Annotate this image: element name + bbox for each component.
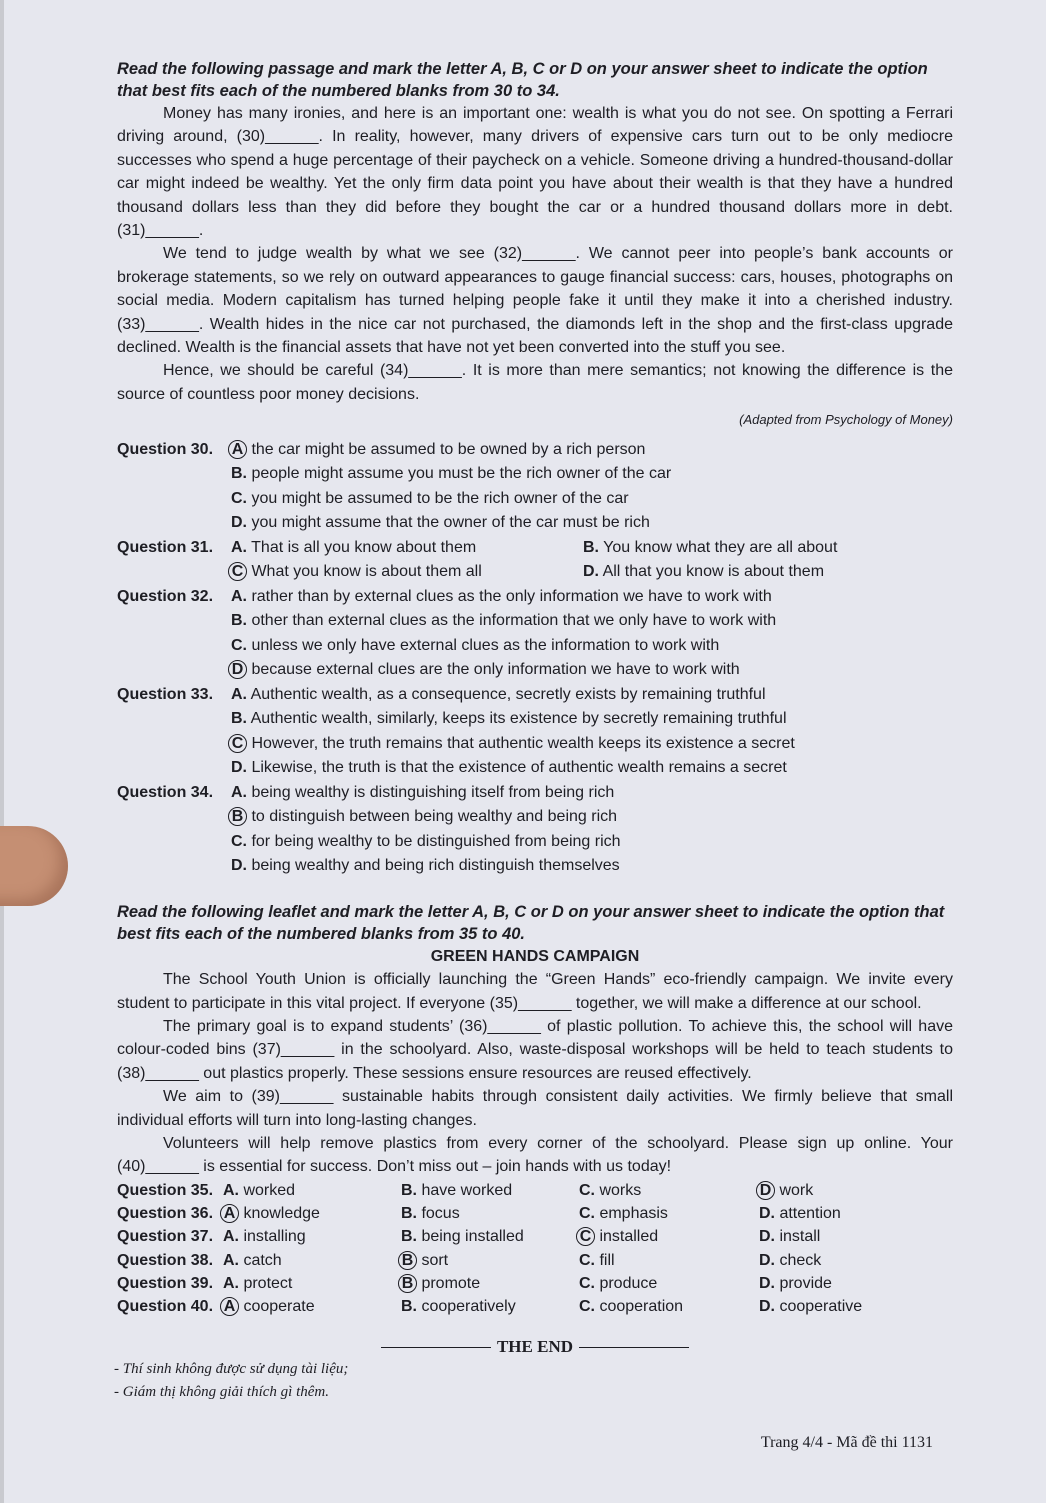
- question-row: [117, 511, 953, 536]
- option-letter: C.: [579, 1274, 595, 1292]
- answer-option: B. Authentic wealth, similarly, keeps its existence by secretly remaining truthful: [231, 710, 787, 728]
- question-row: [117, 609, 953, 634]
- question-row: [117, 585, 953, 610]
- option-letter: [231, 808, 247, 825]
- option-letter: B.: [401, 1298, 417, 1316]
- question-row: [117, 1249, 953, 1272]
- circled-letter: C: [228, 562, 247, 581]
- leaflet-paragraph: The primary goal is to expand students’ (36)______ of plastic pollution. To achieve this, the school will have colour-coded bins (37)______ in the schoolyard. Also, waste-disposal workshops will be held to teach students to (38)______ out plastics properly. These sessions ensure resources are reused effectively.: [117, 1017, 953, 1082]
- option-letter: [759, 1182, 775, 1199]
- circled-letter: C: [228, 734, 247, 753]
- divider: [579, 1347, 689, 1348]
- option-letter: [223, 1298, 239, 1315]
- answer-option: B promote: [401, 1272, 480, 1295]
- answer-option: C. you might be assumed to be the rich owner of the car: [231, 489, 629, 507]
- option-letter: [401, 1252, 417, 1269]
- option-letter: [231, 441, 247, 458]
- option-letter: D.: [759, 1251, 775, 1269]
- option-letter: D.: [231, 514, 247, 532]
- option-letter: [231, 563, 247, 580]
- option-letter: [231, 735, 247, 752]
- circled-letter: A: [220, 1297, 239, 1316]
- question-row: [117, 683, 953, 708]
- circled-letter: D: [228, 660, 247, 679]
- circled-letter: D: [756, 1181, 775, 1200]
- option-letter: B.: [401, 1181, 417, 1199]
- option-letter: B.: [401, 1205, 417, 1223]
- question-number: Question 39.: [117, 1274, 214, 1292]
- question-number: Question 34.: [117, 783, 214, 801]
- answer-option: D. attention: [759, 1205, 841, 1223]
- option-letter: C.: [231, 489, 247, 507]
- thumb-photo: [0, 826, 68, 906]
- answer-option: B sort: [401, 1249, 448, 1272]
- question-number: Question 37.: [117, 1228, 214, 1246]
- answer-option: B. other than external clues as the information that we only have to work with: [231, 612, 777, 630]
- option-letter: D.: [759, 1298, 775, 1316]
- option-letter: B.: [231, 465, 247, 483]
- circled-letter: C: [576, 1227, 595, 1246]
- section1-questions: [117, 438, 953, 879]
- answer-option: A. protect: [223, 1274, 293, 1292]
- passage-source: (Adapted from Psychology of Money): [739, 412, 953, 428]
- option-letter: B.: [583, 538, 599, 556]
- question-row: [117, 536, 953, 561]
- answer-option: C. emphasis: [579, 1205, 668, 1223]
- option-letter: B.: [231, 710, 247, 728]
- answer-option: C. fill: [579, 1251, 615, 1269]
- exam-page: [4, 0, 1046, 1503]
- question-number: Question 36.: [117, 1205, 214, 1223]
- answer-option: C What you know is about them all: [231, 560, 482, 583]
- answer-option: A. being wealthy is distinguishing itself from being rich: [231, 783, 615, 801]
- answer-option: C. cooperation: [579, 1298, 684, 1316]
- question-row: [117, 756, 953, 781]
- answer-option: A. catch: [223, 1251, 282, 1269]
- circled-letter: B: [398, 1251, 417, 1270]
- question-number: Question 33.: [117, 685, 214, 703]
- option-letter: D.: [759, 1205, 775, 1223]
- answer-option: B. have worked: [401, 1181, 513, 1199]
- answer-option: B. cooperatively: [401, 1298, 516, 1316]
- answer-option: B. being installed: [401, 1228, 524, 1246]
- question-number: Question 31.: [117, 538, 214, 556]
- option-letter: A.: [231, 783, 247, 801]
- answer-option: D. All that you know is about them: [583, 563, 825, 581]
- question-number: Question 30.: [117, 440, 214, 458]
- answer-option: C. produce: [579, 1274, 658, 1292]
- answer-option: C. for being wealthy to be distinguished from being rich: [231, 832, 621, 850]
- option-letter: C.: [579, 1205, 595, 1223]
- option-letter: [231, 661, 247, 678]
- question-row: [117, 634, 953, 659]
- passage-paragraph: Hence, we should be careful (34)______. It is more than mere semantics; not knowing the difference is the source of countless poor money decisions.: [117, 362, 953, 403]
- option-letter: C.: [231, 636, 247, 654]
- option-letter: A.: [223, 1228, 239, 1246]
- question-row: [117, 462, 953, 487]
- option-letter: C.: [579, 1298, 595, 1316]
- answer-option: B. focus: [401, 1205, 460, 1223]
- section2-instruction: Read the following leaflet and mark the letter A, B, C or D on your answer sheet to indicate the option that best fits each of the numbered blanks from 35 to 40.: [117, 902, 945, 943]
- question-number: Question 40.: [117, 1298, 214, 1316]
- question-row: [117, 1179, 953, 1202]
- section1-instruction: Read the following passage and mark the letter A, B, C or D on your answer sheet to indicate the option that best fits each of the numbered blanks from 30 to 34.: [117, 60, 928, 100]
- question-row: [117, 1225, 953, 1248]
- answer-option: D. install: [759, 1228, 821, 1246]
- question-row: [117, 707, 953, 732]
- question-row: [117, 560, 953, 585]
- answer-option: B. You know what they are all about: [583, 538, 838, 556]
- passage-paragraph: We tend to judge wealth by what we see (32)______. We cannot peer into people’s bank accounts or brokerage statements, so we rely on outward appearances to gauge financial success: cars, houses, photographs on social media. Modern capitalism has turned helping people fake it until they make it into a cherished industry. (33)______. Wealth hides in the nice car not purchased, the diamonds left in the shop and the first-class upgrade declined. Wealth is the financial assets that have not yet been converted into the stuff you see.: [117, 245, 953, 357]
- answer-option: A cooperate: [223, 1295, 315, 1318]
- option-letter: [223, 1205, 239, 1222]
- answer-option: D because external clues are the only information we have to work with: [231, 658, 740, 681]
- leaflet-paragraph: The School Youth Union is officially launching the “Green Hands” eco-friendly campaign. We invite every student to participate in this vital project. If everyone (35)______ together, we will make a difference at our school.: [117, 971, 953, 1012]
- answer-option: D work: [759, 1179, 813, 1202]
- divider: [381, 1347, 491, 1348]
- question-row: [117, 1202, 953, 1225]
- question-number: Question 32.: [117, 587, 214, 605]
- option-letter: D.: [583, 563, 599, 581]
- question-row: [117, 1272, 953, 1295]
- option-letter: A.: [223, 1274, 239, 1292]
- the-end-label: THE END: [496, 1336, 574, 1356]
- option-letter: D.: [231, 857, 247, 875]
- option-letter: A.: [231, 685, 247, 703]
- circled-letter: A: [220, 1204, 239, 1223]
- leaflet-paragraph: We aim to (39)______ sustainable habits through consistent daily activities. We firmly believe that small individual efforts will turn into long-lasting changes.: [117, 1088, 953, 1129]
- question-number: Question 38.: [117, 1251, 214, 1269]
- option-letter: D.: [231, 759, 247, 777]
- question-row: [117, 438, 953, 463]
- answer-option: A knowledge: [223, 1202, 320, 1225]
- page-content: [114, 58, 953, 1404]
- option-letter: C.: [579, 1181, 595, 1199]
- answer-option: D. provide: [759, 1274, 832, 1292]
- option-letter: A.: [231, 538, 247, 556]
- answer-option: C. works: [579, 1181, 642, 1199]
- question-row: [117, 805, 953, 830]
- answer-option: A. That is all you know about them: [231, 538, 477, 556]
- answer-option: C installed: [579, 1225, 658, 1248]
- option-letter: C.: [579, 1251, 595, 1269]
- question-row: [117, 781, 953, 806]
- circled-letter: B: [228, 807, 247, 826]
- option-letter: C.: [231, 832, 247, 850]
- answer-option: D. being wealthy and being rich distinguish themselves: [231, 857, 620, 875]
- question-row: [117, 830, 953, 855]
- option-letter: D.: [759, 1274, 775, 1292]
- question-row: [117, 487, 953, 512]
- circled-letter: B: [398, 1274, 417, 1293]
- answer-option: C. unless we only have external clues as the information to work with: [231, 636, 720, 654]
- page-number: Trang 4/4 - Mã đề thi 1131: [760, 1434, 933, 1451]
- question-number: Question 35.: [117, 1181, 214, 1199]
- question-row: [117, 658, 953, 683]
- answer-option: D. cooperative: [759, 1298, 863, 1316]
- answer-option: B to distinguish between being wealthy and being rich: [231, 805, 617, 828]
- answer-option: A. installing: [223, 1228, 306, 1246]
- circled-letter: A: [228, 440, 247, 459]
- answer-option: A. worked: [223, 1181, 296, 1199]
- option-letter: A.: [223, 1181, 239, 1199]
- answer-option: A. Authentic wealth, as a consequence, secretly exists by remaining truthful: [231, 685, 766, 703]
- answer-option: B. people might assume you must be the rich owner of the car: [231, 465, 672, 483]
- answer-option: D. Likewise, the truth is that the existence of authentic wealth remains a secret: [231, 759, 787, 777]
- footnote: - Thí sinh không được sử dụng tài liệu;: [114, 1360, 349, 1377]
- option-letter: D.: [759, 1228, 775, 1246]
- question-row: [117, 854, 953, 879]
- the-end: [117, 1335, 953, 1358]
- answer-option: C However, the truth remains that authentic wealth keeps its existence a secret: [231, 732, 795, 755]
- section2-questions: [117, 1179, 953, 1319]
- answer-option: A the car might be assumed to be owned by a rich person: [231, 438, 645, 461]
- option-letter: [401, 1275, 417, 1292]
- question-row: [117, 732, 953, 757]
- option-letter: B.: [231, 612, 247, 630]
- passage-paragraph: Money has many ironies, and here is an important one: wealth is what you do not see. On spotting a Ferrari driving around, (30)______. In reality, however, many drivers of expensive cars turn out to be only mediocre successes who spend a huge percentage of their paycheck on a vehicle. Someone driving a hundred-thousand-dollar car might indeed be wealthy. Yet the only firm data point you have about their wealth is that they have a hundred thousand dollars less than they did before they bought the car or a hundred thousand dollars more in debt. (31)______.: [117, 105, 953, 240]
- leaflet-paragraph: Volunteers will help remove plastics from every corner of the schoolyard. Please sign up online. Your (40)______ is essential for success. Don’t miss out – join hands with us today!: [117, 1134, 953, 1176]
- footnote: - Giám thị không giải thích gì thêm.: [114, 1383, 329, 1400]
- answer-option: D. you might assume that the owner of the car must be rich: [231, 514, 650, 532]
- option-letter: B.: [401, 1228, 417, 1246]
- option-letter: [579, 1228, 595, 1245]
- answer-option: A. rather than by external clues as the only information we have to work with: [231, 587, 772, 605]
- question-row: [117, 1295, 953, 1318]
- option-letter: A.: [223, 1251, 239, 1269]
- leaflet-title: GREEN HANDS CAMPAIGN: [430, 947, 640, 965]
- option-letter: A.: [231, 587, 247, 605]
- answer-option: D. check: [759, 1251, 822, 1269]
